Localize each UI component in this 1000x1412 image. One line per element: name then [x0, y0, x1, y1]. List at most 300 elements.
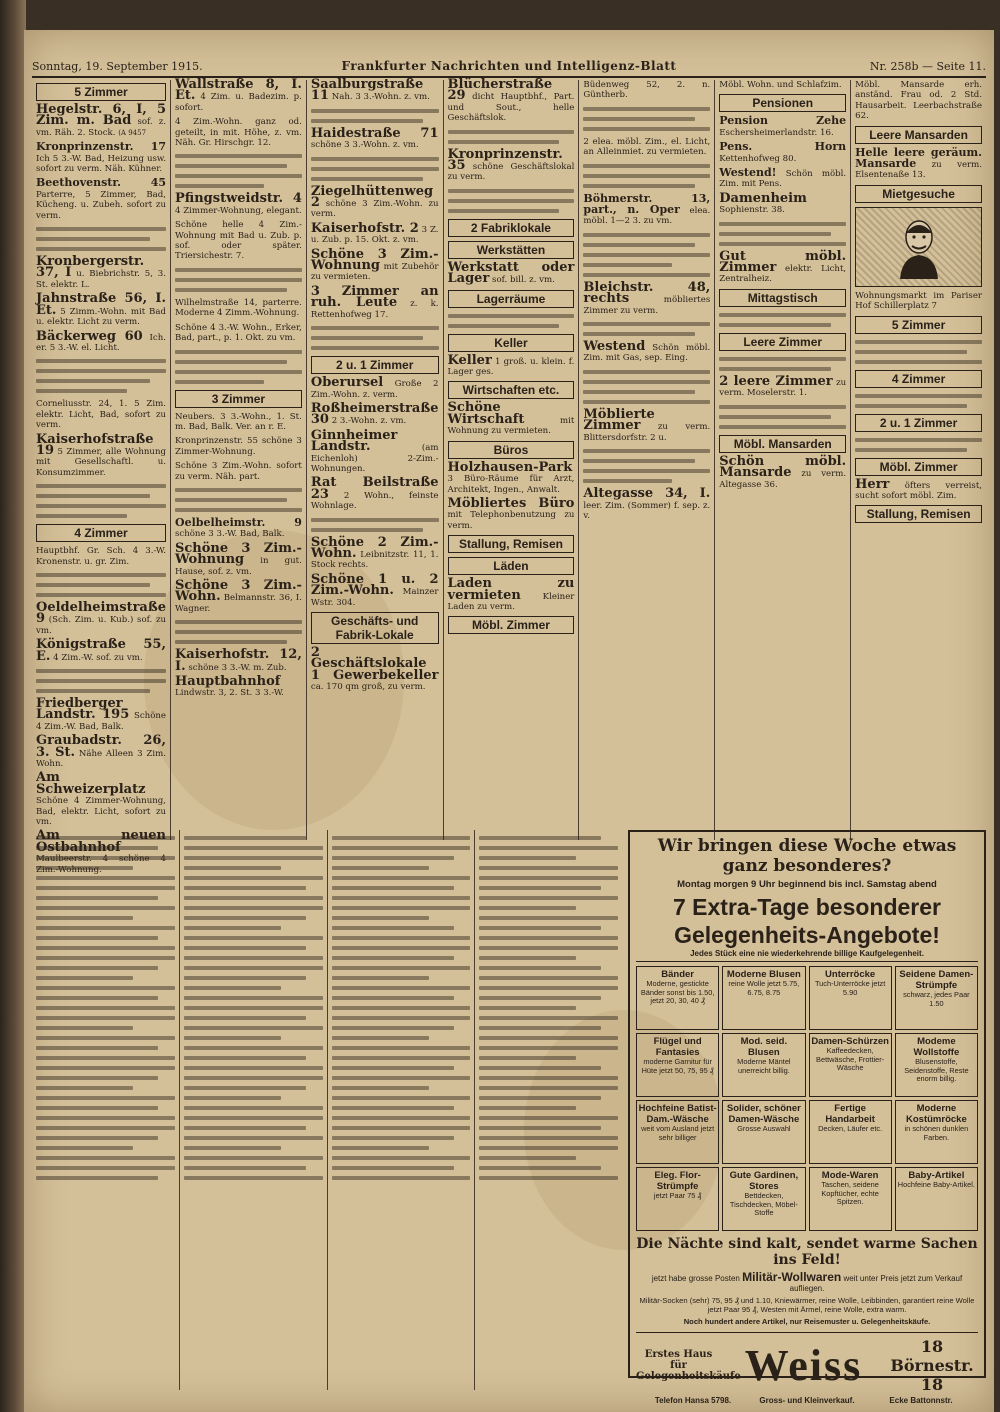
ad-text: Maulbeerstr. 4 schöne 4 Zim.-Wohnung. [36, 854, 166, 875]
offer-title: Baby-Artikel [908, 1170, 965, 1181]
section-heading: Wirtschaften etc. [448, 381, 575, 399]
offer-detail: Hochfeine Baby-Artikel. [897, 1180, 975, 1189]
classified-ad [310, 375, 439, 400]
classified-ad [310, 183, 439, 220]
ad-title: Herr [855, 476, 890, 492]
offer-detail: in schönen dunklen Farben. [904, 1124, 969, 1142]
classified-ad [175, 412, 302, 433]
ad-text: Möbl. Mansarde erh. anständ. Frau od. 2 Std. Hausarbeit. Leerbachstraße 62. [855, 80, 983, 122]
weiss-advertisement [628, 830, 986, 1405]
ad-text: Nähe Alleen 3 Zim. Wohn. [36, 748, 166, 770]
illegible-text [719, 313, 846, 327]
ad-text: Ich 5 3.-W. Bad, Heizung usw. sofort zu verm. Näh. Kühner. [36, 153, 166, 175]
ad-title: Schöne 1 u. 2 Zim.-Wohn. [310, 571, 439, 599]
illegible-text [583, 322, 710, 336]
socks-prices: Militär-Socken (sehr) 75, 95 ₰ und 1.10, Kniewärmer, reine Wolle, Leibbinden, garantiert reine Wolle jetzt Paar 95 ₰, Westen mit Ärmel, reine Wolle, extra warm. [639, 1296, 975, 1314]
ad-text: Wilhelmstraße 14, parterre. Moderne 4 Zimm.-Wohnung. [175, 297, 302, 319]
ad-text: Nah. 3 3.-Wohn. z. vm. [331, 92, 430, 103]
offer-detail: schwarz, jedes Paar 1.50 [903, 990, 970, 1008]
store-corner: Ecke Battonnstr. [889, 1396, 953, 1405]
offer-grid [636, 966, 978, 1231]
wool-prefix: jetzt habe grosse Posten [651, 1274, 740, 1283]
offer-box [809, 966, 892, 1030]
illegible-text [719, 222, 846, 246]
ad-title: Laden zu vermieten [447, 576, 575, 603]
classified-ad [36, 102, 167, 138]
ad-title: Roßheimerstraße 30 [310, 400, 439, 428]
illegible-text [36, 484, 166, 518]
store-wholesale: Gross- und Kleinverkauf. [759, 1396, 855, 1405]
classified-ad [719, 190, 846, 216]
ad-text: 4 Zim.-W. sof. zu vm. [53, 652, 143, 663]
ad-title: Werkstatt oder Lager [447, 259, 575, 287]
offer-box [809, 1100, 892, 1164]
ad-title: Ziegelhüttenweg 2 [310, 183, 434, 211]
ad-text: z. k. Rettenhofweg 17. [310, 299, 439, 320]
section-heading: 5 Zimmer [36, 83, 166, 101]
section-heading: Möbl. Zimmer [448, 616, 575, 634]
column-3-continued [328, 830, 476, 1390]
classified-ad [719, 248, 847, 285]
ad-title: Rat Beilstraße 23 [310, 475, 439, 502]
classified-ad [447, 459, 575, 495]
illegible-text [36, 573, 166, 597]
offer-detail: Kaffeedecken, Bettwäsche, Frottier-Wäsche [816, 1046, 885, 1073]
classified-ad [175, 117, 302, 148]
classified-ad [719, 168, 846, 190]
ad-text: 3 Büro-Räume für Arzt, Architekt, Ingen., Anwalt. [447, 474, 575, 495]
classified-ad [447, 352, 575, 378]
classified-ad [36, 328, 166, 354]
illegible-text [855, 340, 982, 364]
store-signature [636, 1332, 978, 1394]
newspaper-page [24, 30, 994, 1412]
ad-title: Gut möbl. Zimmer [719, 248, 847, 276]
offer-title: Hochfeine Batist-Dam.-Wäsche [638, 1103, 717, 1125]
column-2-continued [180, 830, 328, 1390]
ad-text: Lindwstr. 3, 2. St. 3 3.-W. [175, 688, 284, 699]
classified-ad [36, 770, 166, 828]
ad-title: Kronprinzenstr. 17 [36, 140, 166, 154]
illegible-text [855, 394, 982, 408]
ad-text: möbliertes Zimmer zu verm. [583, 295, 711, 316]
ad-title: Helle leere geräum. Mansarde [855, 145, 983, 171]
section-heading: Möbl. Zimmer [855, 458, 982, 476]
offer-title: Solider, schöner Damen-Wäsche [726, 1103, 801, 1125]
ad-text: Schöne 3 Zim.-Wohn. sofort zu verm. Näh. part. [175, 461, 302, 482]
offer-title: Unterröcke [825, 969, 876, 980]
ad-text: schöne 3 3.-W. Bad, Balk. [175, 529, 285, 540]
ad-title: 2 leere Zimmer [719, 373, 833, 389]
section-heading: Geschäfts- und Fabrik-Lokale [311, 612, 439, 644]
ad-text: Parterre, 5 Zimmer, Bad, Kücheng. u. Zubeh. sofort zu verm. [36, 189, 166, 221]
illegible-text [583, 370, 710, 404]
offer-box [895, 1167, 978, 1231]
book-binding [0, 0, 26, 1412]
ad-text: schöne 3 3.-W. m. Zub. [188, 662, 287, 673]
portrait-caption: Wohnungsmarkt im Pariser Hof Schillerplatz 7 [855, 290, 983, 312]
ad-text: zu verm. Elsentenaße 13. [855, 160, 983, 181]
ad-text: in gut. Hause, sof. z. vm. [175, 556, 302, 577]
classified-ad [175, 647, 302, 674]
classified-ad [310, 283, 439, 320]
ad-text: (am Eichenloh) 2-Zim.-Wohnungen. [310, 443, 439, 474]
classified-ad [719, 80, 846, 90]
ad-title: Bäckerweg 60 [36, 328, 143, 344]
illegible-text [36, 359, 166, 393]
classified-ad [583, 191, 711, 227]
ad-title: Friedberger Landstr. 195 [36, 696, 130, 723]
classified-ad [36, 546, 166, 567]
offer-title: Gute Gardinen, Stores [729, 1170, 799, 1192]
section-heading: Pensionen [719, 94, 846, 112]
ad-text: zu verm. Blittersdorfstr. 2 u. [583, 422, 711, 443]
ad-text: zu verm. Altegasse 36. [719, 469, 847, 490]
ad-text: 4 Zimmer-Wohnung, elegant. [175, 205, 302, 216]
illegible-text [311, 109, 439, 123]
ad-text: Kettenhofweg 80. [719, 153, 797, 164]
ad-title: Schöne 3 Zim.-Wohnung [175, 540, 302, 568]
ad-text: 3 Z. u. Zub. p. 15. Okt. z. vm. [310, 224, 439, 246]
classified-ad [36, 399, 166, 430]
ad-text: schöne 3 Zim.-Wohn. zu verm. [310, 199, 439, 220]
ad-text: mit Zubehör zu vermieten. [310, 262, 439, 283]
classified-ad [855, 80, 982, 122]
ad-text: 2 Wohn., feinste Wohnlage. [310, 490, 439, 512]
column-7 [851, 80, 986, 840]
ad-text: elea. möbl. 1—2 3. zu vm. [583, 206, 711, 227]
illegible-text [448, 130, 575, 144]
classified-ad [447, 495, 575, 531]
classified-ad [447, 400, 575, 437]
wool-title: Militär-Wollwaren [742, 1270, 842, 1284]
classified-ad [447, 77, 575, 124]
ad-title: Am Schweizerplatz [36, 770, 146, 797]
ad-text: 4 Zim. u. Badezim. p. sofort. [175, 92, 302, 113]
offer-title: Modeme Wollstoffe [913, 1036, 960, 1058]
ad-title: Jahnstraße 56, I. Et. [36, 291, 166, 318]
offer-title: Moderne Kostümröcke [906, 1103, 967, 1125]
ad-title: Ginnheimer Landstr. [310, 427, 398, 455]
ad-text: Schöne helle 4 Zim.-Wohnung mit Bad u. Zub. p. sof. oder später. Triersichestr. 7. [175, 220, 302, 262]
ad-title: Pens. Horn [719, 140, 847, 154]
ad-title: Kronbergerstr. 37, I [36, 254, 145, 281]
offer-title: Bänder [661, 969, 694, 980]
ad-title: Pfingstweidstr. 4 [175, 191, 302, 207]
ad-text: Mainzer Wstr. 304. [310, 587, 439, 608]
section-heading: Mittagstisch [719, 289, 846, 307]
section-heading: 4 Zimmer [855, 370, 982, 388]
offer-box [636, 966, 719, 1030]
offer-detail: Grosse Auswahl [737, 1124, 791, 1133]
ad-title: Westend! [719, 166, 777, 180]
classified-ad [36, 637, 166, 664]
classified-ad [36, 599, 167, 636]
offer-detail: Moderne Mäntel unerreicht billig. [737, 1057, 791, 1075]
ad-title: Keller [447, 352, 492, 368]
ad-title: Holzhausen-Park [447, 459, 573, 475]
classified-ad [310, 475, 439, 512]
illegible-text [448, 314, 575, 328]
classified-ad [447, 259, 575, 287]
ad-text: Büdenweg 52, 2. n. Güntherb. [583, 80, 711, 101]
offer-detail: Taschen, seidene Kopftücher, echte Spitzen. [821, 1180, 879, 1207]
illegible-text [175, 620, 302, 644]
ad-title: Westend [583, 339, 646, 355]
column-4 [444, 77, 580, 840]
classified-ad [310, 571, 439, 608]
offer-title: Mod. seid. Blusen [740, 1036, 788, 1058]
ad-title: Beethovenstr. 45 [36, 176, 166, 190]
ad-text: Hauptbhf. Gr. Sch. 4 3.-W. Kronenstr. u. gr. Zim. [36, 546, 166, 567]
ad-title: 2 Geschäftslokale 1 Gewerbekeller [310, 645, 439, 683]
offer-detail: jetzt Paar 75 ₰ [653, 1191, 702, 1200]
masthead: Frankfurter Nachrichten und Intelligenz-Blatt [341, 59, 677, 73]
ad-text: Kleiner Laden zu verm. [447, 591, 575, 612]
classified-ad [36, 142, 166, 174]
offer-detail: Bettdecken, Tischdecken, Möbel-Stoffe [729, 1191, 798, 1218]
classified-ad [855, 291, 982, 312]
ad-title: Am neuen Ostbahnhof [36, 828, 166, 855]
offer-detail: weit vom Ausland jetzt sehr billiger [641, 1124, 715, 1142]
offer-box [895, 966, 978, 1030]
ad-title: Schön möbl. Mansarde [719, 453, 847, 481]
ad-text: Möbl. Wohn. und Schlafzim. [719, 80, 842, 90]
classified-ad [36, 431, 166, 479]
classified-ad [310, 246, 439, 283]
ad-title: Kaiserhofstr. 12, I. [175, 647, 302, 674]
warm-clothes-slogan: Die Nächte sind kalt, sendet warme Sachen ins Feld! [636, 1236, 978, 1268]
ad-title: Oberursel [310, 375, 384, 391]
illegible-text [175, 268, 302, 292]
ad-text: Schöne 4 Zim.-W. Bad, Balk. [36, 711, 166, 732]
classified-ad [36, 696, 166, 732]
wool-suffix: weit unter Preis jetzt zum Verkauf aufliegen. [789, 1274, 963, 1293]
classified-ad [583, 339, 711, 364]
illegible-text [175, 154, 302, 188]
classified-ad [175, 515, 302, 540]
ad-text: Belmannstr. 36, I. Wagner. [175, 593, 302, 614]
column-3 [307, 77, 444, 840]
illegible-text [719, 357, 846, 371]
classified-ad [175, 436, 302, 457]
offer-box [809, 1167, 892, 1231]
offer-box [895, 1100, 978, 1164]
ad-text: elektr. Licht, Zentralheiz. [719, 264, 847, 285]
ad-title: Oelbelheimstr. 9 [175, 515, 302, 529]
ad-title: Oeldelheimstraße 9 [36, 599, 166, 627]
ad-text: 2 elea. möbl. Zim., el. Licht, an Alleinmiet. zu vermieten. [583, 136, 711, 158]
illegible-text [855, 438, 982, 452]
classified-ad [36, 291, 166, 328]
section-heading: 3 Zimmer [175, 390, 302, 408]
offer-box [722, 1033, 805, 1097]
ad-text: mit Wohnung zu vermieten. [447, 415, 575, 437]
offer-detail: Moderne, gestickte Bänder sonst bis 1.50, jetzt 20, 30, 40 ₰ [640, 979, 715, 1006]
offer-title: Seidene Damen-Strümpfe [899, 969, 974, 991]
ad-title: Königstraße 55, E. [36, 637, 166, 664]
illegible-text [175, 350, 302, 384]
classified-ad [175, 298, 302, 319]
offer-title: Moderne Blusen [726, 969, 801, 980]
classified-ad [310, 77, 439, 104]
classified-ad [719, 142, 846, 164]
lower-classified-columns [32, 830, 622, 1390]
man-portrait-icon [894, 215, 944, 279]
classified-ad [175, 461, 302, 482]
section-heading: 2 Fabriklokale [448, 219, 575, 237]
ad-title: Bleichstr. 48, rechts [583, 279, 711, 307]
illegible-text [311, 157, 439, 181]
classified-ad [719, 116, 846, 138]
ad-text: Neubers. 3 3.-Wohn., 1. St. m. Bad, Balk. Ver. an r. E. [175, 411, 302, 432]
illegible-text [448, 189, 575, 213]
ad-text: zu verm. Moselerstr. 1. [719, 377, 847, 399]
ad-text: Ich. er. 5 3.-W. el. Licht. [36, 332, 166, 353]
classified-ad [175, 323, 302, 344]
illegible-text [583, 449, 710, 483]
classified-ad [175, 77, 302, 113]
ad-text: 5 Zimmer, alle Wohnung mit Gesellschaftl. u. Konsumzimmer. [36, 446, 166, 478]
section-heading: Leere Mansarden [855, 126, 982, 144]
ad-title: Schöne 3 Zim.-Wohnung [310, 246, 439, 274]
column-2 [171, 77, 307, 840]
ad-text: 2 3.-Wohn. z. vm. [331, 416, 407, 427]
ad-title: Graubadstr. 26, 3. St. [36, 733, 166, 760]
ad-title: Möblierte Zimmer [583, 406, 655, 434]
illegible-text [719, 405, 846, 429]
section-heading: Möbl. Mansarden [719, 435, 846, 453]
offer-box [722, 1167, 805, 1231]
ad-title: Hegelstr. 6, I, 5 Zim. m. Bad [36, 102, 166, 129]
offer-title: Fertige Handarbeit [825, 1103, 875, 1125]
section-heading: Läden [448, 557, 575, 575]
ad-text: Leibnitzstr. 11, 1. Stock rechts. [310, 549, 439, 571]
ad-title: Möbliertes Büro [447, 495, 575, 511]
column-4-continued [475, 830, 622, 1390]
ad-headline: Wir bringen diese Woche etwas ganz besonderes? [657, 836, 957, 876]
illegible-text [583, 164, 710, 188]
ad-title: Schöne 2 Zim.-Wohn. [310, 534, 439, 561]
classified-ad [447, 576, 575, 612]
offer-title: Damen-Schürzen [811, 1036, 889, 1047]
classified-ad [583, 406, 711, 443]
section-heading: Büros [448, 441, 575, 459]
classified-ad [175, 577, 302, 614]
column-1-continued [32, 830, 180, 1390]
offer-box [636, 1167, 719, 1231]
classified-ad [583, 486, 711, 521]
illegible-text [311, 326, 439, 350]
ad-title: Pension Zehe [719, 114, 847, 128]
ad-title: Altegasse 34, I. [583, 486, 711, 502]
illegible-text [583, 107, 710, 131]
ad-text: 4 Zim.-Wohn. ganz od. geteilt, in mit. Höhe, z. vm. Näh. Gr. Hirschgr. 12. [175, 117, 302, 149]
ad-text: u. Biebrichstr. 5, 3. St. elektr. L. [36, 269, 166, 290]
ad-text: Schöne 4 3.-W. Wohn., Erker, Bad, part., p. 1. Okt. zu vm. [175, 322, 302, 344]
ad-title: Blücherstraße 29 [447, 77, 553, 104]
ad-text: 1 groß. u. klein. f. Lager ges. [447, 356, 575, 378]
ad-note: Jedes Stück eine nie wiederkehrende billige Kaufgelegenheit. [636, 949, 978, 962]
ad-text: mit Telephonbenutzung zu verm. [447, 510, 575, 531]
ad-text: Eschersheimerlandstr. 16. [719, 127, 834, 138]
classified-ad [310, 220, 439, 246]
offer-detail: Blusenstoffe, Seidenstoffe, Reste enorm billig. [904, 1057, 969, 1084]
ad-extra-days: 7 Extra-Tage besonderer Gelegenheits-Angebote! [672, 894, 941, 948]
weiss-logo: Weiss [744, 1341, 863, 1390]
ad-title: Hauptbahnhof [175, 674, 281, 689]
section-heading: 2 u. 1 Zimmer [311, 356, 439, 374]
ad-title: Saalburgstraße 11 [310, 77, 424, 104]
ad-title: Kaiserhofstr. 2 [310, 220, 419, 236]
classified-ad [310, 534, 439, 571]
ad-text: Corneliusstr. 24, 1. 5 Zim. elektr. Licht, Bad, sofort zu verm. [36, 399, 166, 431]
classified-ad [36, 254, 166, 290]
ad-text: Schön möbl. Zim. mit Gas, sep. Eing. [583, 343, 711, 364]
classified-ad [855, 145, 983, 181]
store-address: 18 Börnestr. 18 [890, 1337, 974, 1394]
column-6 [715, 80, 851, 840]
offer-detail: Tuch-Unterröcke jetzt 5.90 [814, 979, 886, 997]
section-heading: Werkstätten [448, 241, 575, 259]
page-header [32, 56, 986, 78]
ad-text: schöne 3 3.-Wohn. z. vm. [310, 140, 419, 151]
ad-text: Schön möbl. Zim. mit Pens. [719, 169, 847, 190]
ad-title: Kronprinzenstr. 35 [447, 146, 563, 174]
ad-text: sof. z. vm. Räh. 2. Stock. [36, 117, 167, 138]
offer-title: Mode-Waren [821, 1170, 879, 1181]
offer-box [636, 1033, 719, 1097]
store-footer [636, 1396, 978, 1405]
ad-subheadline: Montag morgen 9 Uhr beginnend bis incl. Samstag abend [677, 879, 937, 890]
ad-title: Schöne Wirtschaft [447, 400, 525, 427]
section-heading: 4 Zimmer [36, 524, 166, 542]
ad-title: Kaiserhofstraße 19 [36, 431, 154, 458]
offer-box [722, 966, 805, 1030]
ad-text: leer. Zim. (Sommer) f. sep. z. v. [583, 500, 711, 521]
offer-detail: moderne Garnitur für Hüte jetzt 50, 75, 95 ₰ [641, 1057, 714, 1075]
offer-title: Flügel und Fantasies [653, 1036, 702, 1058]
classified-ad [310, 427, 439, 475]
classified-ad [175, 674, 302, 699]
classified-ad [36, 733, 166, 770]
offer-box [636, 1100, 719, 1164]
section-heading: 5 Zimmer [855, 316, 982, 334]
extra-note: Noch hundert andere Artikel, nur Reisemuster u. Gelegenheitskäufe. [683, 1317, 931, 1326]
ad-text: (Sch. Zim. u. Kub.) sof. zu vm. [36, 615, 167, 636]
illegible-text [311, 518, 439, 532]
classified-ad [719, 453, 847, 490]
offer-box [809, 1033, 892, 1097]
column-1 [32, 80, 171, 875]
ad-title: 3 Zimmer an ruh. Leute [310, 283, 439, 311]
ad-text: Kronprinzenstr. 55 schöne 3 Zimmer-Wohnung. [175, 436, 302, 457]
illegible-text [583, 233, 710, 277]
ad-title: Schöne 3 Zim.-Wohn. [175, 577, 302, 605]
section-heading: Stallung, Remisen [448, 535, 575, 553]
classified-ad [855, 476, 983, 502]
ad-text: 5 Zimm.-Wohn. mit Bad u. elektr. Licht zu verm. [36, 306, 166, 328]
classified-ad [583, 80, 710, 101]
classified-ad [447, 146, 575, 183]
offer-detail: Decken, Läufer etc. [818, 1124, 883, 1133]
ad-title: Wallstraße 8, I. Et. [175, 77, 302, 104]
classified-ad [310, 645, 439, 693]
ad-title: Haidestraße 71 [310, 125, 439, 141]
section-heading: Keller [448, 334, 575, 352]
ad-title: Böhmerstr. 13, part., n. Oper [583, 191, 711, 217]
classified-ad [175, 540, 302, 577]
